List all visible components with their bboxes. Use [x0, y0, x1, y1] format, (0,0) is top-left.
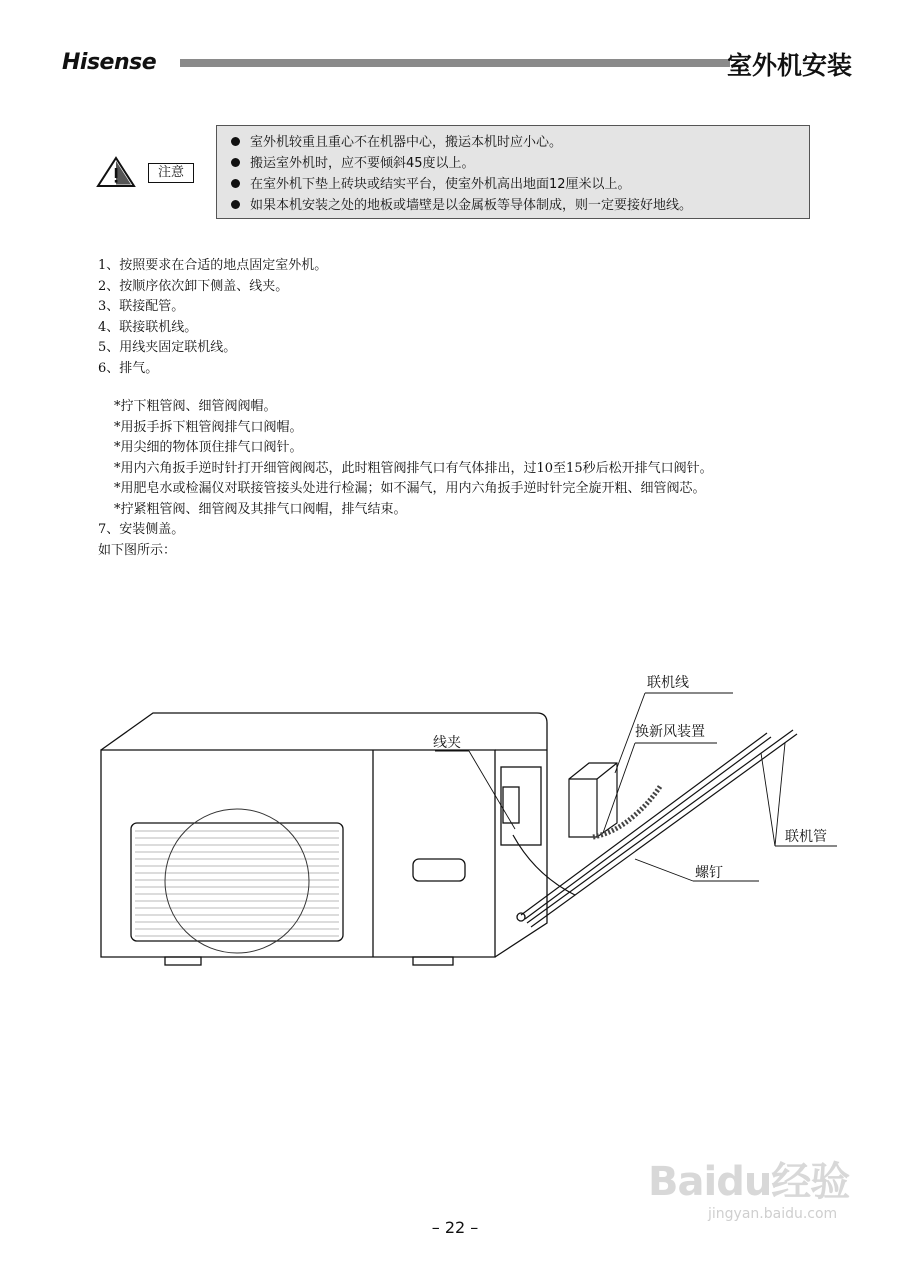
caution-item [231, 132, 809, 153]
brand-logo: Hisense [62, 50, 157, 75]
caution-item-text: 如果本机安装之处的地板或墙壁是以金属板等导体制成，则一定要接好地线。 [250, 198, 693, 213]
outdoor-unit [101, 713, 547, 965]
purge-step: *拧下粗管阀、细管阀阀帽。 [114, 399, 277, 414]
caution-label: 注意 [148, 163, 194, 183]
step-item: 6、排气。 [98, 360, 159, 376]
purge-step: *拧紧粗管阀、细管阀及其排气口阀帽，排气结束。 [114, 501, 407, 517]
cable-label: 联机线 [647, 675, 689, 691]
fresh-air-label: 换新风装置 [635, 724, 705, 740]
clamp-label: 线夹 [433, 735, 461, 751]
page-number: – 22 – [431, 1218, 479, 1237]
header-divider-bar [180, 59, 730, 67]
caution-item [231, 153, 809, 174]
caution-item-text: 搬运室外机时，应不要倾斜45度以上。 [250, 156, 475, 171]
purge-step: *用扳手拆下粗管阀排气口阀帽。 [114, 419, 303, 435]
caution-box [216, 125, 810, 219]
connecting-pipes [513, 730, 797, 927]
purge-step: *用肥皂水或检漏仪对联接管接头处进行检漏；如不漏气，用内六角扳手逆时针完全旋开粗、细管阀芯。 [114, 481, 706, 496]
step-item: 7、安装侧盖。 [98, 522, 185, 537]
pipe-label: 联机管 [785, 829, 827, 845]
warning-triangle-icon [96, 156, 136, 188]
watermark-sub: jingyan.baidu.com [708, 1206, 838, 1222]
step-item: 4、联接联机线。 [98, 319, 198, 335]
purge-step: *用内六角扳手逆时针打开细管阀阀芯，此时粗管阀排气口有气体排出，过10至15秒后松开排气口阀针。 [114, 460, 713, 476]
caution-item-text: 在室外机下垫上砖块或结实平台，使室外机高出地面12厘米以上。 [250, 177, 631, 192]
step-item: 5、用线夹固定联机线。 [98, 340, 237, 355]
installation-steps [98, 256, 798, 561]
spacer [98, 379, 798, 397]
step-item: 1、按照要求在合适的地点固定室外机。 [98, 258, 328, 273]
bullet-icon [231, 158, 240, 167]
page-header [62, 50, 852, 80]
outdoor-unit-diagram [95, 665, 855, 1075]
section-title: 室外机安装 [726, 51, 852, 80]
step-item: 如下图所示： [98, 542, 177, 558]
caution-item [231, 174, 809, 195]
bullet-icon [231, 137, 240, 146]
watermark-main: Baidu经验 [648, 1159, 850, 1205]
step-item: 2、按顺序依次卸下侧盖、线夹。 [98, 278, 289, 294]
bullet-icon [231, 179, 240, 188]
caution-item [231, 195, 809, 216]
screw-label: 螺钉 [695, 865, 723, 881]
bullet-icon [231, 200, 240, 209]
step-item: 3、联接配管。 [98, 299, 185, 314]
purge-step: *用尖细的物体顶住排气口阀针。 [114, 440, 303, 455]
caution-item-text: 室外机较重且重心不在机器中心，搬运本机时应小心。 [250, 135, 563, 150]
